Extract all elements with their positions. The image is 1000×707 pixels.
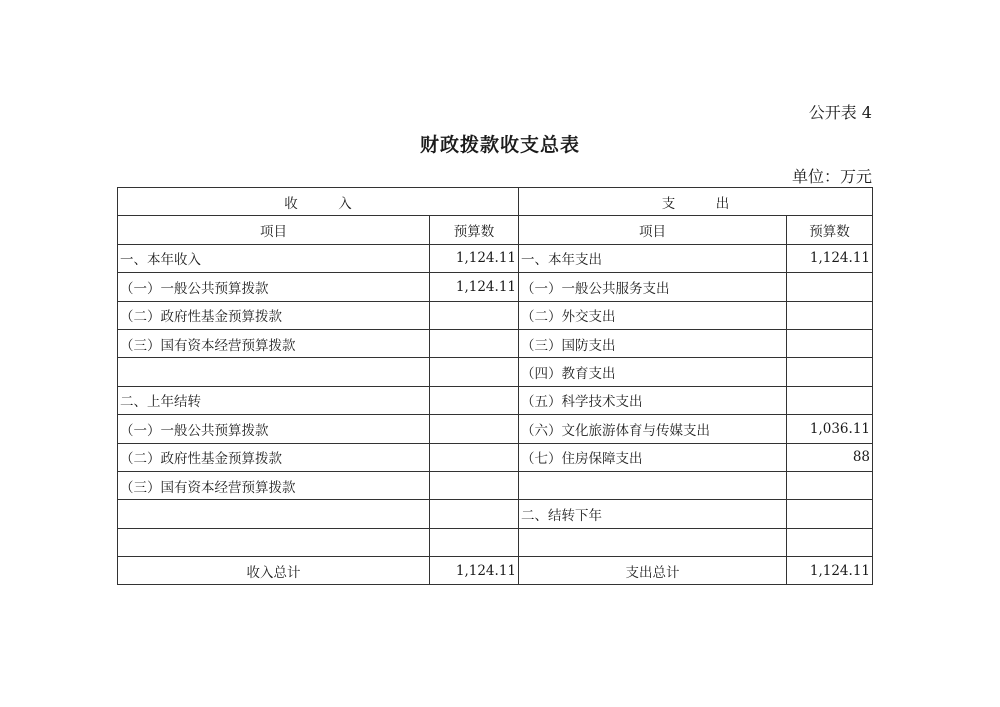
- income-item: （一）一般公共预算拨款: [118, 273, 430, 301]
- income-amount: [430, 471, 519, 499]
- total-row: [118, 557, 873, 585]
- section-header-row: [118, 188, 873, 216]
- table-row: [118, 244, 873, 272]
- expense-amount: [787, 528, 873, 556]
- expense-amount: 1,124.11: [787, 244, 873, 272]
- income-section-header: 收 入: [118, 188, 519, 216]
- income-amount: 1,124.11: [430, 273, 519, 301]
- income-total-label: 收入总计: [118, 557, 430, 585]
- expense-total-label: 支出总计: [519, 557, 787, 585]
- income-amount: [430, 329, 519, 357]
- income-amount: [430, 386, 519, 414]
- unit-label: 单位：万元: [791, 167, 872, 186]
- expense-amount: [787, 301, 873, 329]
- income-item: （三）国有资本经营预算拨款: [118, 471, 430, 499]
- expense-amount: [787, 358, 873, 386]
- page-title: 财政拨款收支总表: [419, 134, 580, 156]
- expense-section-header: 支 出: [519, 188, 873, 216]
- expense-amount: 88: [787, 443, 873, 471]
- table-row: [118, 329, 873, 357]
- table-row: [118, 415, 873, 443]
- income-amount: [430, 500, 519, 528]
- expense-amount: [787, 471, 873, 499]
- income-amount: [430, 415, 519, 443]
- income-item: [118, 500, 430, 528]
- expense-amount: [787, 273, 873, 301]
- table-row: [118, 301, 873, 329]
- income-item: （二）政府性基金预算拨款: [118, 301, 430, 329]
- income-item: [118, 528, 430, 556]
- table-row: [118, 443, 873, 471]
- expense-item: 二、结转下年: [519, 500, 787, 528]
- expense-item: （三）国防支出: [519, 329, 787, 357]
- income-total-amount: 1,124.11: [430, 557, 519, 585]
- expense-total-amount: 1,124.11: [787, 557, 873, 585]
- table-row: [118, 386, 873, 414]
- income-budget-header: 预算数: [430, 216, 519, 244]
- expense-item: （一）一般公共服务支出: [519, 273, 787, 301]
- budget-summary-table: [117, 187, 873, 585]
- expense-item: 一、本年支出: [519, 244, 787, 272]
- column-header-row: [118, 216, 873, 244]
- income-amount: [430, 528, 519, 556]
- income-item: （一）一般公共预算拨款: [118, 415, 430, 443]
- expense-amount: [787, 500, 873, 528]
- expense-item: （六）文化旅游体育与传媒支出: [519, 415, 787, 443]
- income-item: 一、本年收入: [118, 244, 430, 272]
- table-row: [118, 273, 873, 301]
- expense-item: [519, 471, 787, 499]
- table-row: [118, 471, 873, 499]
- expense-item-header: 项目: [519, 216, 787, 244]
- income-amount: [430, 358, 519, 386]
- expense-item: [519, 528, 787, 556]
- income-item: （三）国有资本经营预算拨款: [118, 329, 430, 357]
- expense-budget-header: 预算数: [787, 216, 873, 244]
- table-number: 公开表 4: [808, 103, 872, 122]
- expense-item: （五）科学技术支出: [519, 386, 787, 414]
- expense-amount: [787, 329, 873, 357]
- income-item-header: 项目: [118, 216, 430, 244]
- income-item: [118, 358, 430, 386]
- table-row: [118, 500, 873, 528]
- income-item: （二）政府性基金预算拨款: [118, 443, 430, 471]
- income-amount: 1,124.11: [430, 244, 519, 272]
- income-item: 二、上年结转: [118, 386, 430, 414]
- expense-item: （二）外交支出: [519, 301, 787, 329]
- table-row: [118, 528, 873, 556]
- expense-amount: [787, 386, 873, 414]
- expense-amount: 1,036.11: [787, 415, 873, 443]
- income-amount: [430, 301, 519, 329]
- expense-item: （七）住房保障支出: [519, 443, 787, 471]
- table-row: [118, 358, 873, 386]
- expense-item: （四）教育支出: [519, 358, 787, 386]
- income-amount: [430, 443, 519, 471]
